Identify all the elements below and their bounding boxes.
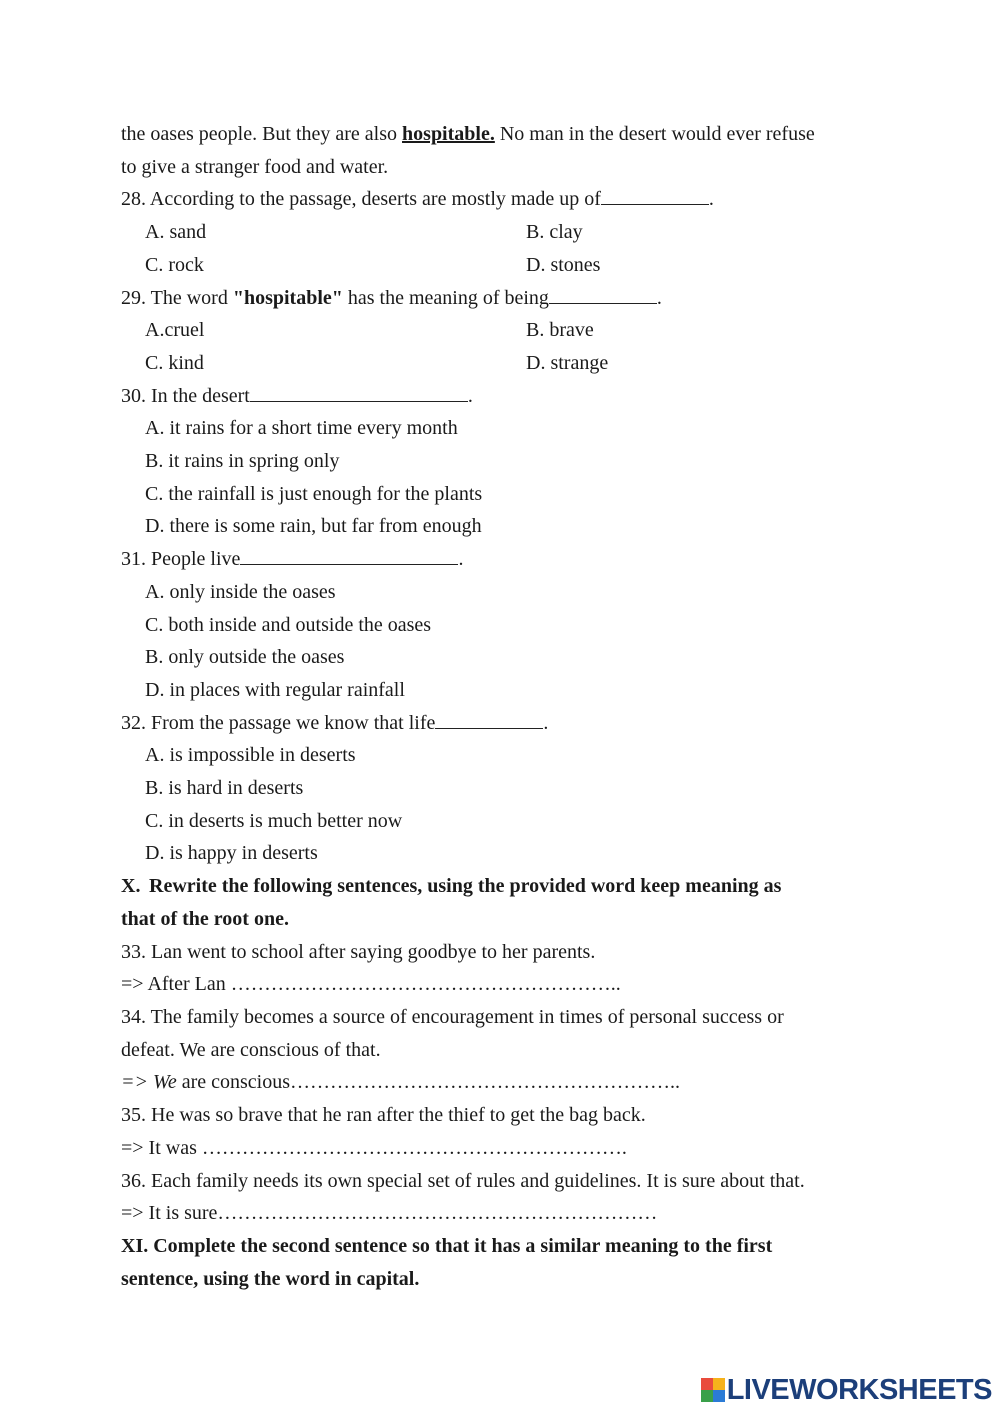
option-c[interactable]: C. rock: [145, 253, 204, 276]
logo-text: LIVEWORKSHEETS: [726, 1373, 992, 1406]
answer-33-field[interactable]: => After Lan …………………………………………………..: [121, 973, 621, 996]
option-c[interactable]: C. in deserts is much better now: [145, 809, 403, 832]
option-b[interactable]: B. clay: [526, 221, 583, 244]
option-b[interactable]: B. brave: [526, 319, 594, 342]
answer-34-field[interactable]: => We are conscious…………………………………………………..: [121, 1071, 680, 1094]
option-b[interactable]: B. only outside the oases: [145, 646, 345, 669]
question-35: 35. He was so brave that he ran after the thief to get the bag back.: [121, 1104, 646, 1127]
answer-blank[interactable]: [601, 184, 709, 205]
question-30: 30. In the desert .: [121, 380, 901, 413]
option-c[interactable]: C. the rainfall is just enough for the plants: [145, 482, 483, 505]
passage-line-2: to give a stranger food and water.: [121, 155, 389, 178]
option-a[interactable]: A. only inside the oases: [145, 580, 336, 603]
option-a[interactable]: A. sand: [145, 221, 207, 244]
question-29-options-row-2: [121, 347, 901, 380]
question-34: 34. The family becomes a source of encouragement in times of personal success or: [121, 1005, 784, 1028]
question-28-options-row-1: [121, 216, 901, 249]
section-xi-heading: XI. Complete the second sentence so that it has a similar meaning to the first: [121, 1234, 773, 1257]
logo-squares-icon: [701, 1378, 725, 1402]
question-33: 33. Lan went to school after saying goodbye to her parents.: [121, 940, 596, 963]
option-d[interactable]: D. stones: [526, 253, 601, 276]
liveworksheets-logo: [701, 1373, 992, 1407]
question-28: 28. According to the passage, deserts are mostly made up of .: [121, 183, 901, 216]
option-a[interactable]: A.cruel: [145, 319, 205, 342]
option-b[interactable]: B. is hard in deserts: [145, 777, 304, 800]
worksheet-page: [121, 118, 901, 1295]
answer-blank[interactable]: [240, 544, 458, 565]
section-x-heading: X. Rewrite the following sentences, using the provided word keep meaning as: [121, 875, 782, 898]
option-b[interactable]: B. it rains in spring only: [145, 450, 340, 473]
question-29: 29. The word "hospitable" has the meaning of being .: [121, 282, 901, 315]
option-c[interactable]: C. kind: [145, 351, 204, 374]
option-d[interactable]: D. there is some rain, but far from enough: [145, 515, 482, 538]
question-31: 31. People live .: [121, 543, 901, 576]
option-c[interactable]: C. both inside and outside the oases: [145, 613, 432, 636]
question-34-line-2: defeat. We are conscious of that.: [121, 1038, 381, 1061]
answer-blank[interactable]: [549, 283, 657, 304]
section-xi-heading-line-2: sentence, using the word in capital.: [121, 1267, 420, 1290]
answer-36-field[interactable]: => It is sure…………………………………………………………: [121, 1202, 658, 1225]
option-d[interactable]: D. is happy in deserts: [145, 842, 318, 865]
answer-blank[interactable]: [250, 381, 468, 402]
answer-blank[interactable]: [435, 708, 543, 729]
question-29-options-row-1: [121, 314, 901, 347]
option-a[interactable]: A. is impossible in deserts: [145, 744, 356, 767]
option-d[interactable]: D. in places with regular rainfall: [145, 678, 405, 701]
option-a[interactable]: A. it rains for a short time every month: [145, 417, 458, 440]
question-28-options-row-2: [121, 249, 901, 282]
question-36: 36. Each family needs its own special set of rules and guidelines. It is sure about that.: [121, 1169, 805, 1192]
question-32: 32. From the passage we know that life .: [121, 707, 901, 740]
option-d[interactable]: D. strange: [526, 351, 609, 374]
passage-line-1: the oases people. But they are also hospitable. No man in the desert would ever refuse: [121, 123, 815, 145]
answer-35-field[interactable]: => It was ……………………………………………………….: [121, 1136, 627, 1159]
keyword-hospitable: hospitable.: [402, 123, 495, 145]
section-x-heading-line-2: that of the root one.: [121, 907, 289, 930]
